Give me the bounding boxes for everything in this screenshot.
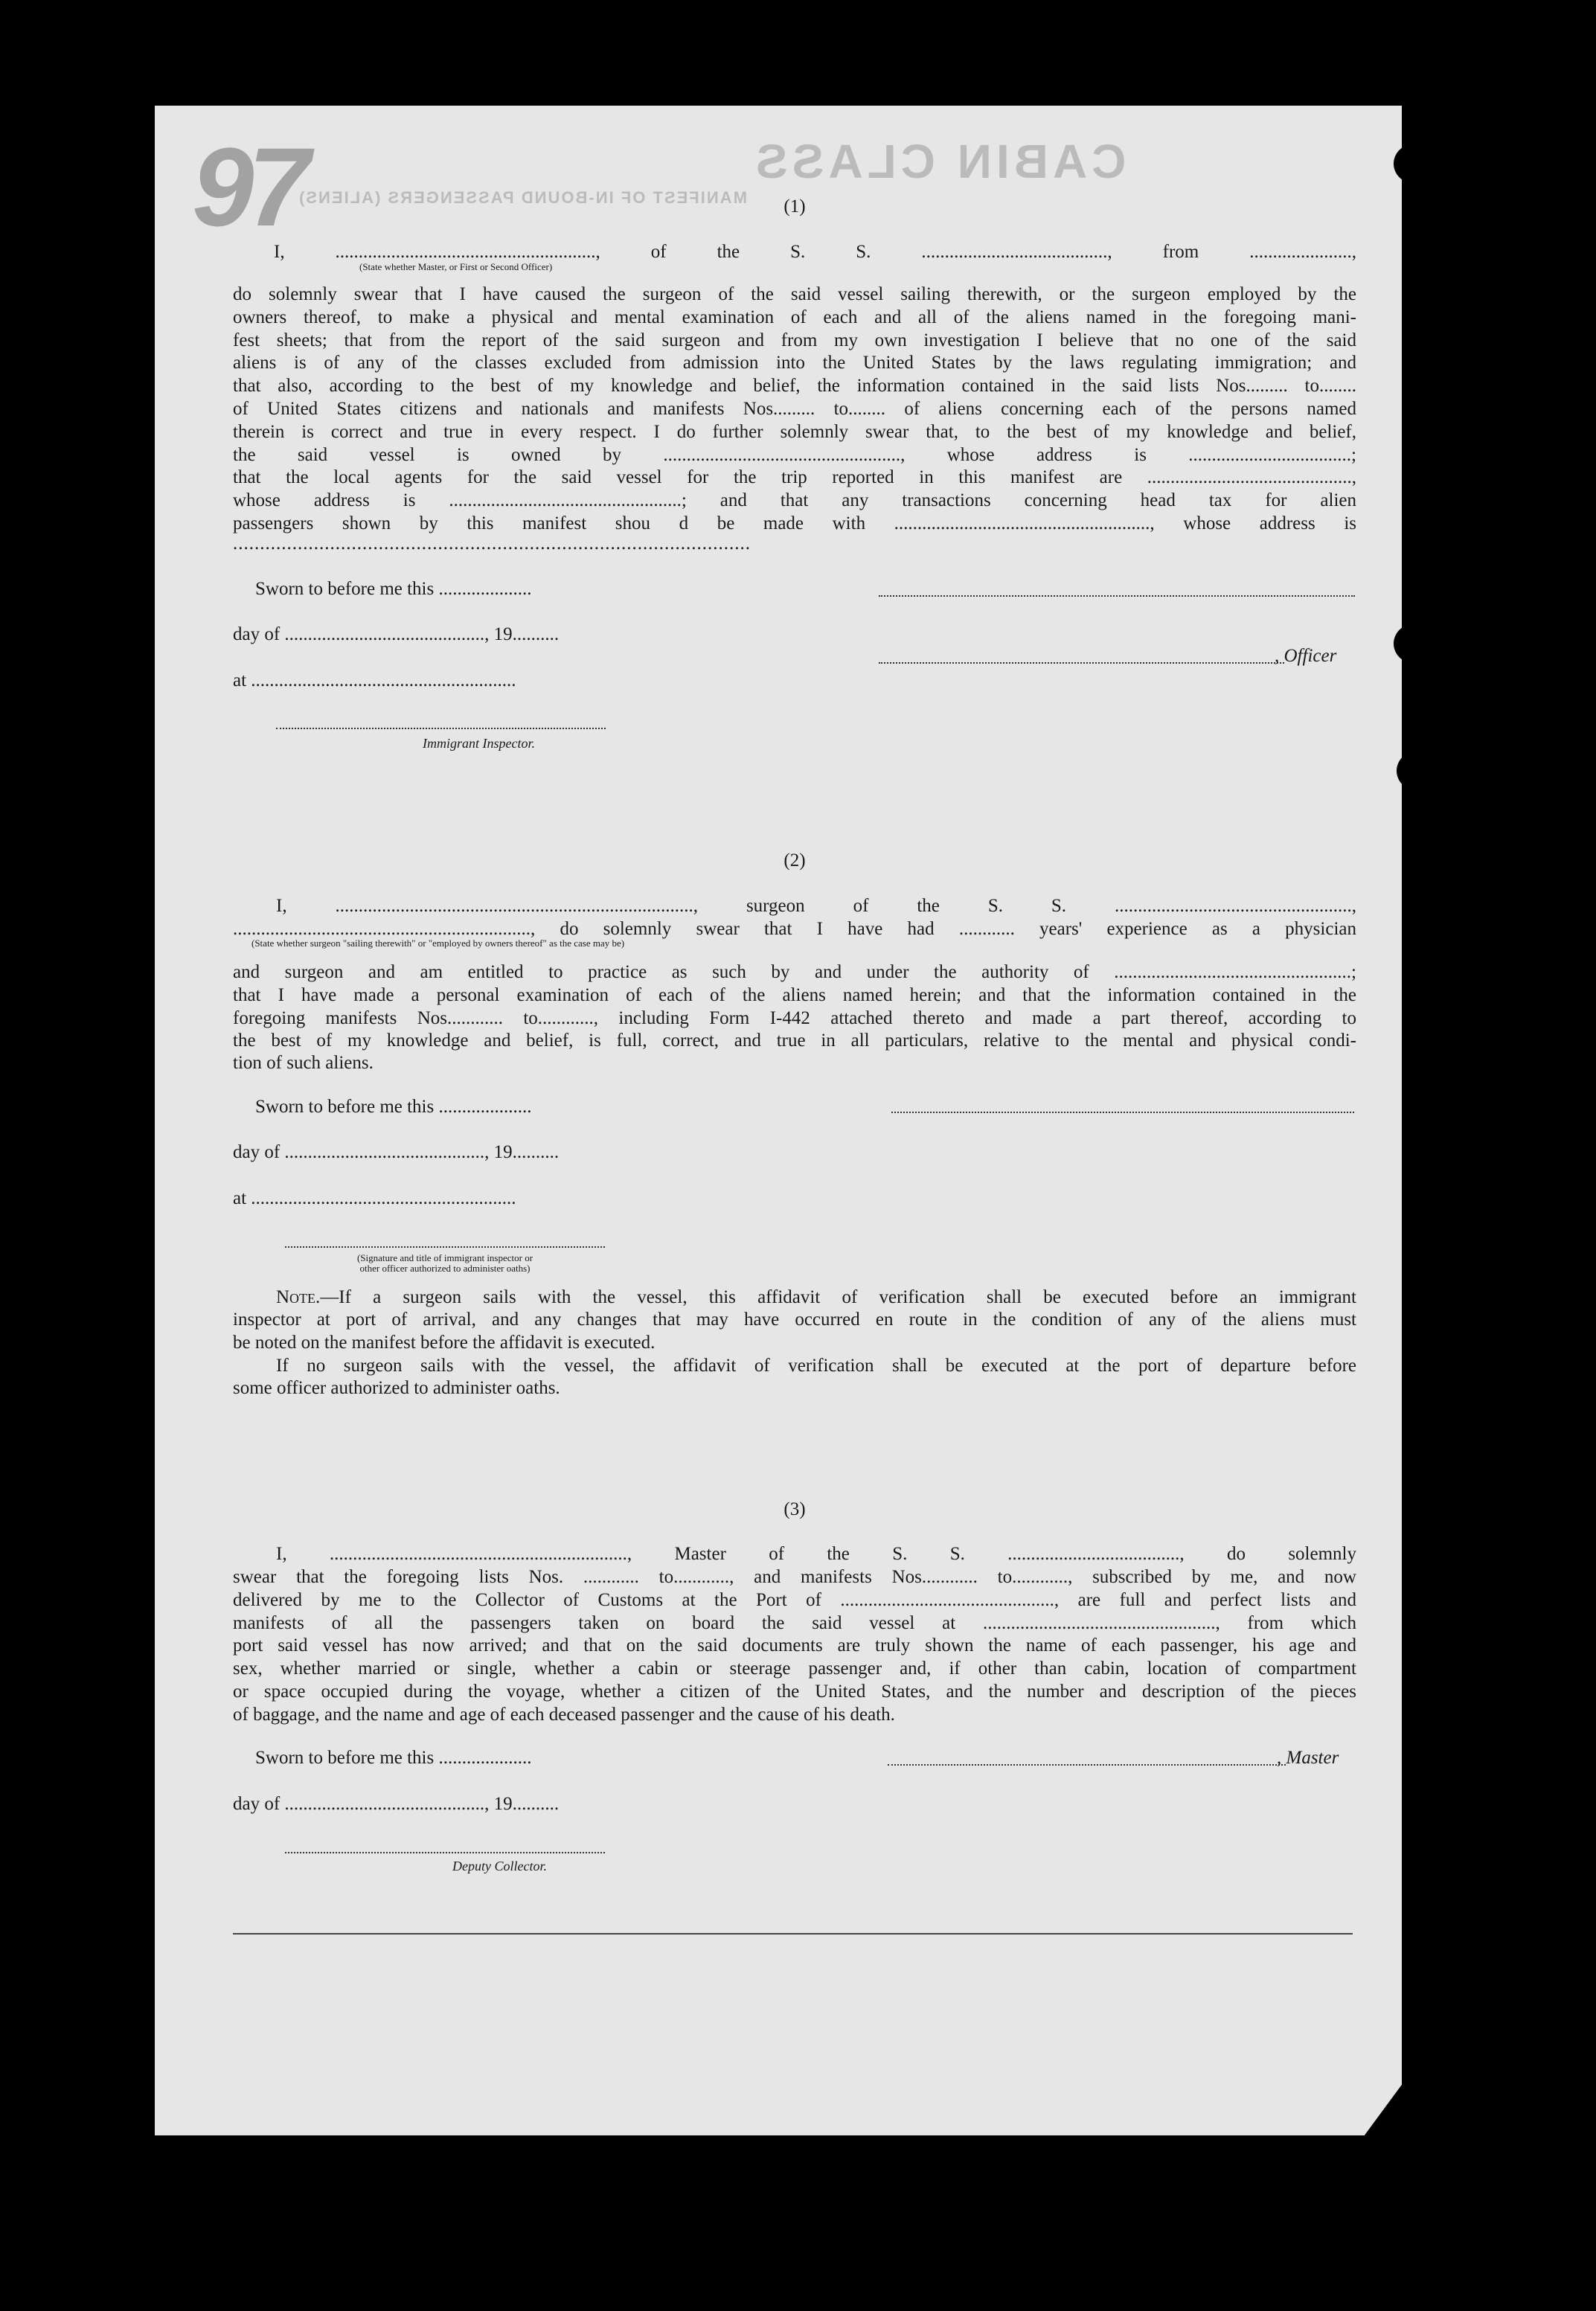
signature-line — [891, 1112, 1354, 1113]
at-line: at ......................................................... — [233, 670, 516, 690]
note-line: be noted on the manifest before the affidavit is executed. — [233, 1333, 656, 1353]
section-3-line: or space occupied during the voyage, whether a citizen of the United States, and the number and description of the pieces — [233, 1682, 1356, 1702]
punch-hole — [1394, 144, 1437, 184]
day-line: day of ..........................................., 19.......... — [233, 1142, 560, 1162]
day-line: day of ..........................................., 19.......... — [233, 1794, 560, 1814]
note-text: —If a surgeon sails with the vessel, this affidavit of verification shall be executed before an immigrant — [320, 1287, 1356, 1307]
section-1-line: ................................................................................................ — [233, 533, 751, 554]
section-2-line: I, ............................................................................., surgeon of the S. S. ..................................................., — [276, 896, 1356, 916]
section-2-line: ................................................................, do solemnly swear that I have had ............ years' experience as a physician — [233, 919, 1356, 939]
bleed-through-heading: CABIN CLASS — [751, 135, 1127, 188]
punch-hole — [1423, 1105, 1467, 1145]
inspector-label: Immigrant Inspector. — [423, 736, 535, 751]
master-signature-line — [888, 1764, 1286, 1766]
bottom-rule — [233, 1933, 1353, 1935]
inspector-signature-line — [276, 728, 606, 729]
section-1-line: therein is correct and true in every respect. I do further solemnly swear that, to the best of my knowledge and belief, — [233, 422, 1356, 442]
section-3-number: (3) — [783, 1499, 806, 1519]
section-3-line: sex, whether married or single, whether a cabin or steerage passenger and, if other than cabin, location of compartment — [233, 1658, 1356, 1679]
section-1-line: I, ........................................................, of the S. S. ........................................, from ......................, — [274, 242, 1356, 262]
officer-label: , Officer — [1275, 646, 1337, 666]
day-line: day of ..........................................., 19.......... — [233, 624, 560, 644]
punch-hole — [1436, 309, 1479, 349]
section-3-line: swear that the foregoing lists Nos. ............ to............, and manifests Nos............ to............, subscribed by me, and now — [233, 1567, 1356, 1587]
section-1-number: (1) — [783, 196, 806, 217]
section-1-line: do solemnly swear that I have caused the surgeon of the said vessel sailing therewith, or the surgeon employed by the — [233, 284, 1356, 304]
section-2-line: foregoing manifests Nos............ to............, including Form I-442 attached thereto and made a part thereof, according to — [233, 1008, 1356, 1028]
section-2-number: (2) — [783, 850, 806, 871]
master-label: , Master — [1277, 1748, 1339, 1768]
collector-label: Deputy Collector. — [452, 1859, 547, 1874]
note-line — [276, 1286, 1356, 1309]
sworn-line: Sworn to before me this .................... — [255, 1748, 532, 1768]
note-label: Note. — [276, 1287, 321, 1307]
signature-note: (Signature and title of immigrant inspector or — [356, 1252, 533, 1263]
punch-hole — [1397, 751, 1440, 791]
section-2-line: tion of such aliens. — [233, 1053, 374, 1073]
officer-signature-line — [879, 662, 1284, 664]
section-3-line: port said vessel has now arrived; and that on the said documents are truly shown the name of each passenger, his age and — [233, 1635, 1356, 1655]
section-1-line: of United States citizens and nationals and manifests Nos......... to........ of aliens concerning each of the persons named — [233, 399, 1356, 419]
signature-line — [879, 595, 1355, 597]
section-2-line: the best of my knowledge and belief, is full, correct, and true in all particulars, relative to the mental and physical condi- — [233, 1031, 1356, 1051]
section-1-line: owners thereof, to make a physical and mental examination of each and all of the aliens named in the foregoing mani- — [233, 307, 1356, 327]
punch-hole — [1416, 1557, 1459, 1597]
section-2-line: that I have made a personal examination of each of the aliens named herein; and that the information contained in the — [233, 985, 1356, 1005]
sworn-line: Sworn to before me this .................... — [255, 579, 532, 599]
sworn-line: Sworn to before me this .................... — [255, 1097, 532, 1117]
section-3-line: manifests of all the passengers taken on board the said vessel at .................................................., from which — [233, 1613, 1356, 1633]
section-1-line: passengers shown by this manifest shou d be made with ......................................................., whose address is — [233, 513, 1356, 533]
punch-hole — [1410, 2036, 1453, 2077]
bleed-through-subheading: MANIFEST OF IN-BOUND PASSENGERS (ALIENS) — [298, 188, 747, 207]
section-3-line: I, ................................................................, Master of the S. S. ....................................., do solemnly — [276, 1544, 1356, 1564]
section-1-line: that the local agents for the said vessel for the trip reported in this manifest are ............................................, — [233, 467, 1356, 487]
section-1-line: fest sheets; that from the report of the said surgeon and from my own investigation I believe that no one of the said — [233, 330, 1356, 350]
section-1-line: aliens is of any of the classes excluded from admission into the United States by the laws regulating immigration; and — [233, 353, 1356, 373]
section-1-line: that also, according to the best of my knowledge and belief, the information contained in the said lists Nos......... to........ — [233, 376, 1356, 396]
collector-signature-line — [285, 1852, 605, 1853]
section-1-line: whose address is ..................................................; and that any transactions concerning head tax for alien — [233, 490, 1356, 510]
signature-note: other officer authorized to administer oaths) — [359, 1263, 531, 1274]
section-1-line: the said vessel is owned by ..................................................., whose address is ...................................; — [233, 445, 1356, 465]
section-3-line: delivered by me to the Collector of Customs at the Port of .............................................., are full and perfect lists and — [233, 1590, 1356, 1610]
punch-hole — [1394, 624, 1437, 664]
handwritten-page-number: 97 — [192, 124, 304, 249]
note-line: some officer authorized to administer oaths. — [233, 1378, 560, 1398]
section-2-line: and surgeon and am entitled to practice as such by and under the authority of ...................................................; — [233, 962, 1356, 982]
master-note: (State whether Master, or First or Second Officer) — [359, 261, 553, 272]
at-line: at ......................................................... — [233, 1188, 516, 1208]
surgeon-note: (State whether surgeon "sailing therewith" or "employed by owners thereof" as the case may be) — [251, 937, 625, 949]
section-3-line: of baggage, and the name and age of each deceased passenger and the cause of his death. — [233, 1705, 895, 1725]
note-line: inspector at port of arrival, and any changes that may have occurred en route in the condition of any of the aliens must — [233, 1310, 1356, 1330]
punch-hole — [1410, 1435, 1453, 1475]
punch-hole — [1417, 1899, 1470, 1951]
note-line: If no surgeon sails with the vessel, the affidavit of verification shall be executed at the port of departure before — [276, 1356, 1356, 1376]
inspector-signature-line — [285, 1246, 605, 1248]
